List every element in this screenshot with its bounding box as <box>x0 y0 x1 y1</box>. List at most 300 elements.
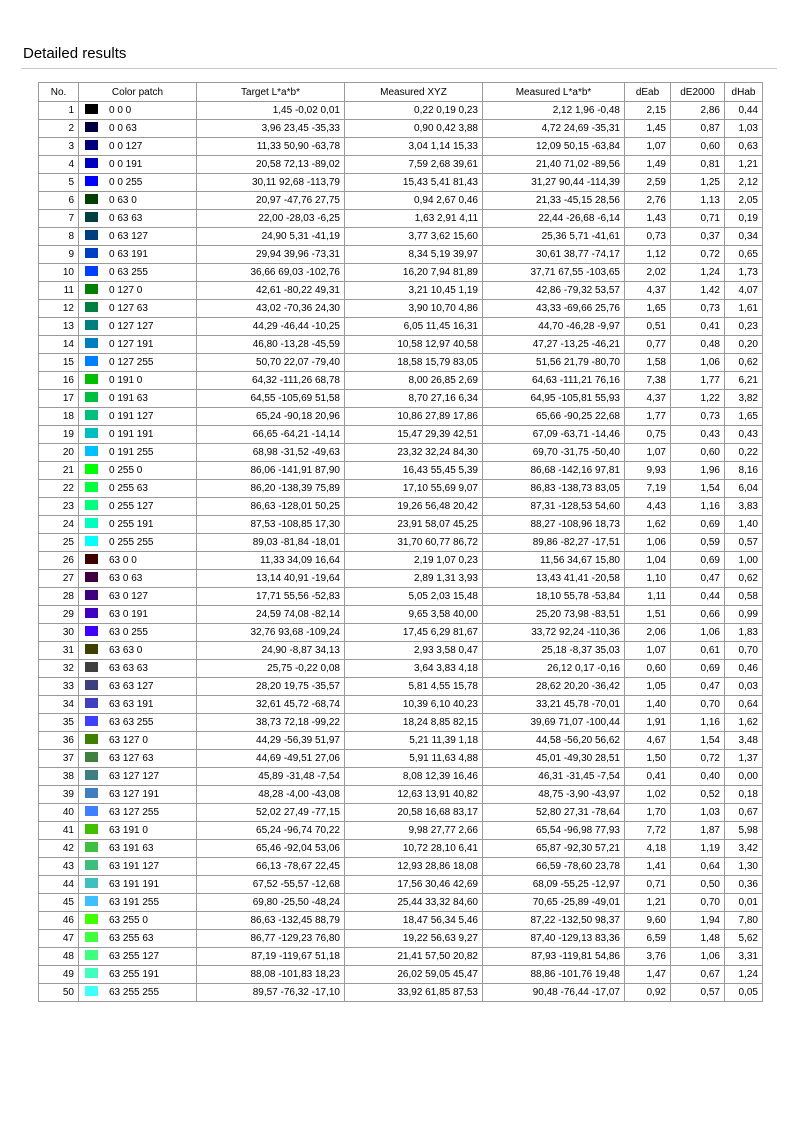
target-lab: 86,77 -129,23 76,80 <box>197 930 345 948</box>
color-patch <box>79 732 197 750</box>
target-lab: 89,57 -76,32 -17,10 <box>197 984 345 1002</box>
table-row <box>39 552 763 570</box>
table-row <box>39 390 763 408</box>
measured-lab: 26,12 0,17 -0,16 <box>483 660 625 678</box>
de2000-value: 0,72 <box>671 246 725 264</box>
measured-lab: 64,95 -105,81 55,93 <box>483 390 625 408</box>
table-row <box>39 444 763 462</box>
deab-value: 0,75 <box>625 426 671 444</box>
col-header-de2000: dE2000 <box>671 83 725 102</box>
measured-xyz: 18,24 8,85 82,15 <box>345 714 483 732</box>
deab-value: 0,51 <box>625 318 671 336</box>
deab-value: 0,60 <box>625 660 671 678</box>
target-lab: 66,65 -64,21 -14,14 <box>197 426 345 444</box>
de2000-value: 1,16 <box>671 498 725 516</box>
de2000-value: 1,94 <box>671 912 725 930</box>
color-patch-label: 0 191 127 <box>109 411 154 422</box>
color-patch <box>79 894 197 912</box>
dhab-value: 0,03 <box>725 678 763 696</box>
target-lab: 69,80 -25,50 -48,24 <box>197 894 345 912</box>
target-lab: 42,61 -80,22 49,31 <box>197 282 345 300</box>
color-swatch <box>85 986 98 996</box>
row-number: 18 <box>39 408 79 426</box>
measured-lab: 67,09 -63,71 -14,46 <box>483 426 625 444</box>
measured-xyz: 5,05 2,03 15,48 <box>345 588 483 606</box>
color-patch-label: 0 191 255 <box>109 447 154 458</box>
color-patch-label: 0 63 127 <box>109 231 148 242</box>
row-number: 11 <box>39 282 79 300</box>
color-patch <box>79 570 197 588</box>
target-lab: 29,94 39,96 -73,31 <box>197 246 345 264</box>
color-patch <box>79 444 197 462</box>
row-number: 37 <box>39 750 79 768</box>
row-number: 28 <box>39 588 79 606</box>
color-patch-label: 0 127 255 <box>109 357 154 368</box>
table-row <box>39 732 763 750</box>
measured-xyz: 8,08 12,39 16,46 <box>345 768 483 786</box>
color-patch-label: 63 255 0 <box>109 915 148 926</box>
de2000-value: 0,43 <box>671 426 725 444</box>
measured-lab: 37,71 67,55 -103,65 <box>483 264 625 282</box>
measured-xyz: 17,45 6,29 81,67 <box>345 624 483 642</box>
color-patch <box>79 498 197 516</box>
table-row <box>39 462 763 480</box>
measured-xyz: 19,22 56,63 9,27 <box>345 930 483 948</box>
table-row <box>39 210 763 228</box>
table-row <box>39 750 763 768</box>
dhab-value: 3,42 <box>725 840 763 858</box>
row-number: 36 <box>39 732 79 750</box>
color-swatch <box>85 464 98 474</box>
measured-xyz: 19,26 56,48 20,42 <box>345 498 483 516</box>
color-swatch <box>85 626 98 636</box>
measured-xyz: 7,59 2,68 39,61 <box>345 156 483 174</box>
color-swatch <box>85 698 98 708</box>
row-number: 49 <box>39 966 79 984</box>
color-patch <box>79 156 197 174</box>
table-row <box>39 300 763 318</box>
target-lab: 87,53 -108,85 17,30 <box>197 516 345 534</box>
measured-xyz: 0,94 2,67 0,46 <box>345 192 483 210</box>
dhab-value: 8,16 <box>725 462 763 480</box>
deab-value: 0,71 <box>625 876 671 894</box>
color-patch-label: 0 255 63 <box>109 483 148 494</box>
dhab-value: 7,80 <box>725 912 763 930</box>
color-patch-label: 63 63 63 <box>109 663 148 674</box>
row-number: 21 <box>39 462 79 480</box>
measured-xyz: 8,70 27,16 6,34 <box>345 390 483 408</box>
dhab-value: 1,30 <box>725 858 763 876</box>
measured-xyz: 3,04 1,14 15,33 <box>345 138 483 156</box>
dhab-value: 6,21 <box>725 372 763 390</box>
deab-value: 7,19 <box>625 480 671 498</box>
measured-lab: 25,18 -8,37 35,03 <box>483 642 625 660</box>
deab-value: 7,38 <box>625 372 671 390</box>
target-lab: 65,24 -90,18 20,96 <box>197 408 345 426</box>
color-patch-label: 63 255 63 <box>109 933 154 944</box>
measured-lab: 25,36 5,71 -41,61 <box>483 228 625 246</box>
measured-lab: 22,44 -26,68 -6,14 <box>483 210 625 228</box>
color-patch-label: 0 63 191 <box>109 249 148 260</box>
color-swatch <box>85 410 98 420</box>
dhab-value: 6,04 <box>725 480 763 498</box>
color-patch-label: 0 63 255 <box>109 267 148 278</box>
table-row <box>39 588 763 606</box>
color-swatch <box>85 788 98 798</box>
table-row <box>39 192 763 210</box>
de2000-value: 1,19 <box>671 840 725 858</box>
de2000-value: 1,03 <box>671 804 725 822</box>
color-patch-label: 63 191 0 <box>109 825 148 836</box>
dhab-value: 1,00 <box>725 552 763 570</box>
measured-xyz: 3,21 10,45 1,19 <box>345 282 483 300</box>
table-row <box>39 138 763 156</box>
table-row <box>39 228 763 246</box>
de2000-value: 0,52 <box>671 786 725 804</box>
target-lab: 1,45 -0,02 0,01 <box>197 102 345 120</box>
color-swatch <box>85 194 98 204</box>
measured-xyz: 16,43 55,45 5,39 <box>345 462 483 480</box>
table-row <box>39 984 763 1002</box>
row-number: 8 <box>39 228 79 246</box>
measured-lab: 39,69 71,07 -100,44 <box>483 714 625 732</box>
color-patch-label: 63 127 127 <box>109 771 160 782</box>
col-header-measured-lab: Measured L*a*b* <box>483 83 625 102</box>
measured-lab: 42,86 -79,32 53,57 <box>483 282 625 300</box>
dhab-value: 0,19 <box>725 210 763 228</box>
de2000-value: 0,73 <box>671 408 725 426</box>
color-patch-label: 63 0 127 <box>109 591 148 602</box>
target-lab: 45,89 -31,48 -7,54 <box>197 768 345 786</box>
target-lab: 44,29 -56,39 51,97 <box>197 732 345 750</box>
target-lab: 20,97 -47,76 27,75 <box>197 192 345 210</box>
color-swatch <box>85 608 98 618</box>
color-swatch <box>85 122 98 132</box>
measured-xyz: 18,58 15,79 83,05 <box>345 354 483 372</box>
results-table <box>38 82 763 1002</box>
measured-xyz: 20,58 16,68 83,17 <box>345 804 483 822</box>
col-header-deab: dEab <box>625 83 671 102</box>
dhab-value: 0,01 <box>725 894 763 912</box>
table-row <box>39 534 763 552</box>
target-lab: 24,90 -8,87 34,13 <box>197 642 345 660</box>
de2000-value: 0,81 <box>671 156 725 174</box>
table-row <box>39 678 763 696</box>
color-patch-label: 63 127 0 <box>109 735 148 746</box>
color-patch-label: 63 63 255 <box>109 717 154 728</box>
color-patch <box>79 912 197 930</box>
measured-xyz: 0,90 0,42 3,88 <box>345 120 483 138</box>
row-number: 4 <box>39 156 79 174</box>
dhab-value: 0,44 <box>725 102 763 120</box>
deab-value: 1,12 <box>625 246 671 264</box>
measured-xyz: 3,77 3,62 15,60 <box>345 228 483 246</box>
target-lab: 64,55 -105,69 51,58 <box>197 390 345 408</box>
color-patch-label: 0 191 191 <box>109 429 154 440</box>
target-lab: 68,98 -31,52 -49,63 <box>197 444 345 462</box>
measured-xyz: 15,47 29,39 42,51 <box>345 426 483 444</box>
measured-lab: 66,59 -78,60 23,78 <box>483 858 625 876</box>
de2000-value: 0,44 <box>671 588 725 606</box>
row-number: 43 <box>39 858 79 876</box>
target-lab: 20,58 72,13 -89,02 <box>197 156 345 174</box>
color-swatch <box>85 518 98 528</box>
target-lab: 24,59 74,08 -82,14 <box>197 606 345 624</box>
dhab-value: 0,67 <box>725 804 763 822</box>
color-swatch <box>85 212 98 222</box>
de2000-value: 0,61 <box>671 642 725 660</box>
color-swatch <box>85 554 98 564</box>
target-lab: 66,13 -78,67 22,45 <box>197 858 345 876</box>
row-number: 23 <box>39 498 79 516</box>
deab-value: 1,05 <box>625 678 671 696</box>
de2000-value: 0,40 <box>671 768 725 786</box>
color-patch <box>79 948 197 966</box>
measured-lab: 33,21 45,78 -70,01 <box>483 696 625 714</box>
de2000-value: 0,60 <box>671 444 725 462</box>
color-patch-label: 0 127 127 <box>109 321 154 332</box>
color-patch <box>79 228 197 246</box>
target-lab: 86,63 -128,01 50,25 <box>197 498 345 516</box>
color-swatch <box>85 536 98 546</box>
target-lab: 11,33 50,90 -63,78 <box>197 138 345 156</box>
row-number: 30 <box>39 624 79 642</box>
measured-xyz: 21,41 57,50 20,82 <box>345 948 483 966</box>
color-patch <box>79 318 197 336</box>
col-header-measured-xyz: Measured XYZ <box>345 83 483 102</box>
deab-value: 1,45 <box>625 120 671 138</box>
measured-xyz: 5,91 11,63 4,88 <box>345 750 483 768</box>
measured-xyz: 15,43 5,41 81,43 <box>345 174 483 192</box>
deab-value: 1,91 <box>625 714 671 732</box>
dhab-value: 4,07 <box>725 282 763 300</box>
dhab-value: 0,63 <box>725 138 763 156</box>
row-number: 44 <box>39 876 79 894</box>
color-patch <box>79 966 197 984</box>
row-number: 34 <box>39 696 79 714</box>
measured-xyz: 5,21 11,39 1,18 <box>345 732 483 750</box>
row-number: 6 <box>39 192 79 210</box>
table-row <box>39 840 763 858</box>
col-header-target-lab: Target L*a*b* <box>197 83 345 102</box>
color-swatch <box>85 392 98 402</box>
color-patch-label: 63 255 191 <box>109 969 160 980</box>
measured-lab: 87,40 -129,13 83,36 <box>483 930 625 948</box>
color-patch-label: 63 63 191 <box>109 699 154 710</box>
deab-value: 1,21 <box>625 894 671 912</box>
dhab-value: 1,73 <box>725 264 763 282</box>
measured-lab: 43,33 -69,66 25,76 <box>483 300 625 318</box>
row-number: 46 <box>39 912 79 930</box>
deab-value: 4,37 <box>625 390 671 408</box>
dhab-value: 3,83 <box>725 498 763 516</box>
deab-value: 3,76 <box>625 948 671 966</box>
target-lab: 17,71 55,56 -52,83 <box>197 588 345 606</box>
measured-lab: 28,62 20,20 -36,42 <box>483 678 625 696</box>
measured-lab: 70,65 -25,89 -49,01 <box>483 894 625 912</box>
color-patch <box>79 372 197 390</box>
color-swatch <box>85 356 98 366</box>
color-patch-label: 0 255 255 <box>109 537 154 548</box>
dhab-value: 0,62 <box>725 570 763 588</box>
de2000-value: 0,71 <box>671 210 725 228</box>
de2000-value: 1,06 <box>671 948 725 966</box>
de2000-value: 0,50 <box>671 876 725 894</box>
deab-value: 0,73 <box>625 228 671 246</box>
dhab-value: 3,48 <box>725 732 763 750</box>
de2000-value: 0,64 <box>671 858 725 876</box>
deab-value: 6,59 <box>625 930 671 948</box>
deab-value: 2,15 <box>625 102 671 120</box>
deab-value: 1,40 <box>625 696 671 714</box>
dhab-value: 2,05 <box>725 192 763 210</box>
de2000-value: 1,24 <box>671 264 725 282</box>
dhab-value: 0,36 <box>725 876 763 894</box>
color-patch <box>79 678 197 696</box>
target-lab: 28,20 19,75 -35,57 <box>197 678 345 696</box>
target-lab: 86,20 -138,39 75,89 <box>197 480 345 498</box>
dhab-value: 0,43 <box>725 426 763 444</box>
color-patch <box>79 282 197 300</box>
color-patch <box>79 588 197 606</box>
color-swatch <box>85 770 98 780</box>
color-swatch <box>85 284 98 294</box>
dhab-value: 1,83 <box>725 624 763 642</box>
color-patch-label: 0 0 127 <box>109 141 143 152</box>
deab-value: 7,72 <box>625 822 671 840</box>
color-patch-label: 63 255 255 <box>109 987 160 998</box>
color-swatch <box>85 662 98 672</box>
target-lab: 86,63 -132,45 88,79 <box>197 912 345 930</box>
measured-lab: 87,93 -119,81 54,86 <box>483 948 625 966</box>
color-patch-label: 0 0 191 <box>109 159 143 170</box>
dhab-value: 0,20 <box>725 336 763 354</box>
measured-xyz: 31,70 60,77 86,72 <box>345 534 483 552</box>
deab-value: 1,51 <box>625 606 671 624</box>
color-swatch <box>85 176 98 186</box>
row-number: 41 <box>39 822 79 840</box>
measured-lab: 65,66 -90,25 22,68 <box>483 408 625 426</box>
color-patch <box>79 300 197 318</box>
row-number: 2 <box>39 120 79 138</box>
target-lab: 48,28 -4,00 -43,08 <box>197 786 345 804</box>
table-row <box>39 174 763 192</box>
dhab-value: 1,40 <box>725 516 763 534</box>
dhab-value: 2,12 <box>725 174 763 192</box>
table-row <box>39 804 763 822</box>
color-swatch <box>85 140 98 150</box>
target-lab: 25,75 -0,22 0,08 <box>197 660 345 678</box>
measured-xyz: 33,92 61,85 87,53 <box>345 984 483 1002</box>
target-lab: 22,00 -28,03 -6,25 <box>197 210 345 228</box>
measured-lab: 64,63 -111,21 76,16 <box>483 372 625 390</box>
de2000-value: 0,59 <box>671 534 725 552</box>
deab-value: 1,50 <box>625 750 671 768</box>
color-patch <box>79 408 197 426</box>
table-row <box>39 282 763 300</box>
measured-xyz: 10,39 6,10 40,23 <box>345 696 483 714</box>
table-row <box>39 660 763 678</box>
measured-lab: 65,87 -92,30 57,21 <box>483 840 625 858</box>
row-number: 33 <box>39 678 79 696</box>
color-swatch <box>85 104 98 114</box>
row-number: 5 <box>39 174 79 192</box>
measured-lab: 4,72 24,69 -35,31 <box>483 120 625 138</box>
color-swatch <box>85 806 98 816</box>
color-swatch <box>85 590 98 600</box>
de2000-value: 0,47 <box>671 678 725 696</box>
target-lab: 86,06 -141,91 87,90 <box>197 462 345 480</box>
color-patch <box>79 102 197 120</box>
measured-lab: 86,83 -138,73 83,05 <box>483 480 625 498</box>
table-row <box>39 948 763 966</box>
measured-xyz: 23,32 32,24 84,30 <box>345 444 483 462</box>
row-number: 27 <box>39 570 79 588</box>
color-patch-label: 0 0 0 <box>109 105 132 116</box>
deab-value: 4,37 <box>625 282 671 300</box>
color-swatch <box>85 482 98 492</box>
deab-value: 4,43 <box>625 498 671 516</box>
measured-lab: 89,86 -82,27 -17,51 <box>483 534 625 552</box>
target-lab: 65,46 -92,04 53,06 <box>197 840 345 858</box>
color-patch <box>79 210 197 228</box>
row-number: 29 <box>39 606 79 624</box>
table-row <box>39 966 763 984</box>
measured-xyz: 17,10 55,69 9,07 <box>345 480 483 498</box>
measured-lab: 21,33 -45,15 28,56 <box>483 192 625 210</box>
deab-value: 4,18 <box>625 840 671 858</box>
color-patch <box>79 354 197 372</box>
dhab-value: 1,03 <box>725 120 763 138</box>
color-patch <box>79 516 197 534</box>
color-swatch <box>85 248 98 258</box>
measured-lab: 87,31 -128,53 54,60 <box>483 498 625 516</box>
color-swatch <box>85 500 98 510</box>
de2000-value: 1,48 <box>671 930 725 948</box>
target-lab: 64,32 -111,26 68,78 <box>197 372 345 390</box>
row-number: 12 <box>39 300 79 318</box>
measured-lab: 18,10 55,78 -53,84 <box>483 588 625 606</box>
table-row <box>39 336 763 354</box>
color-patch <box>79 390 197 408</box>
row-number: 17 <box>39 390 79 408</box>
dhab-value: 1,65 <box>725 408 763 426</box>
row-number: 50 <box>39 984 79 1002</box>
target-lab: 3,96 23,45 -35,33 <box>197 120 345 138</box>
row-number: 31 <box>39 642 79 660</box>
table-row <box>39 930 763 948</box>
color-swatch <box>85 680 98 690</box>
color-swatch <box>85 824 98 834</box>
table-row <box>39 516 763 534</box>
deab-value: 1,41 <box>625 858 671 876</box>
measured-lab: 33,72 92,24 -110,36 <box>483 624 625 642</box>
color-patch <box>79 552 197 570</box>
de2000-value: 1,87 <box>671 822 725 840</box>
deab-value: 1,02 <box>625 786 671 804</box>
deab-value: 1,11 <box>625 588 671 606</box>
target-lab: 43,02 -70,36 24,30 <box>197 300 345 318</box>
row-number: 14 <box>39 336 79 354</box>
color-swatch <box>85 842 98 852</box>
row-number: 35 <box>39 714 79 732</box>
target-lab: 36,66 69,03 -102,76 <box>197 264 345 282</box>
measured-xyz: 6,05 11,45 16,31 <box>345 318 483 336</box>
measured-xyz: 12,93 28,86 18,08 <box>345 858 483 876</box>
dhab-value: 5,62 <box>725 930 763 948</box>
color-patch-label: 0 191 63 <box>109 393 148 404</box>
color-patch-label: 0 127 63 <box>109 303 148 314</box>
